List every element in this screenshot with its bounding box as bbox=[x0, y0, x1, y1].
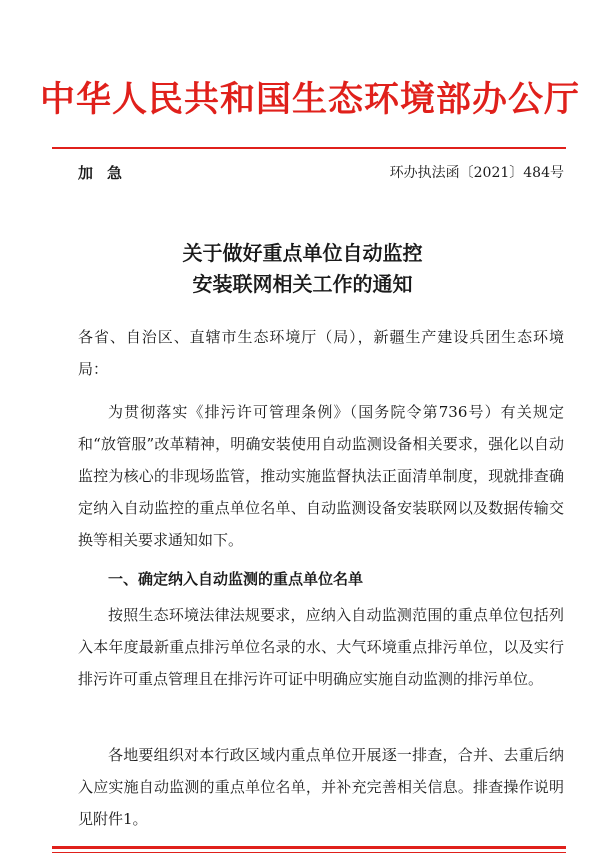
title-line-2: 安装联网相关工作的通知 bbox=[192, 272, 413, 296]
paragraph-scope: 按照生态环境法律法规要求，应纳入自动监测范围的重点单位包括列入本年度最新重点排污单位名录的水、大气环境重点排污单位，以及实行排污许可重点管理且在排污许可证中明确应实施自动监测的排污单位。 bbox=[78, 606, 564, 688]
issuer-masthead: 中华人民共和国生态环境部办公厅 bbox=[40, 79, 581, 120]
urgency-label: 加急 bbox=[78, 164, 137, 182]
section-1-heading: 一、确定纳入自动监测的重点单位名单 bbox=[108, 570, 364, 588]
document-meta-row bbox=[78, 162, 564, 184]
red-separator-line bbox=[52, 147, 566, 149]
paragraph-intro: 为贯彻落实《排污许可管理条例》（国务院令第736号）有关规定和“放管服”改革精神，明确安装使用自动监测设备相关要求，强化以自动监控为核心的非现场监管，推动实施监督执法正面清单制度，现就排查确定纳入自动监控的重点单位名单、自动监测设备安装联网以及数据传输交换等相关要求通知如下。 bbox=[78, 403, 564, 549]
red-footer-line-thin bbox=[52, 852, 566, 853]
addressee: 各省、自治区、直辖市生态环境厅（局），新疆生产建设兵团生态环境局： bbox=[78, 328, 564, 378]
paragraph-screening: 各地要组织对本行政区域内重点单位开展逐一排查，合并、去重后纳入应实施自动监测的重点单位名单，并补充完善相关信息。排查操作说明见附件1。 bbox=[78, 746, 564, 828]
document-title bbox=[60, 238, 545, 300]
title-line-1: 关于做好重点单位自动监控 bbox=[182, 241, 423, 265]
red-footer-line-thick bbox=[52, 846, 566, 849]
document-number: 环办执法函〔2021〕484号 bbox=[389, 165, 564, 181]
